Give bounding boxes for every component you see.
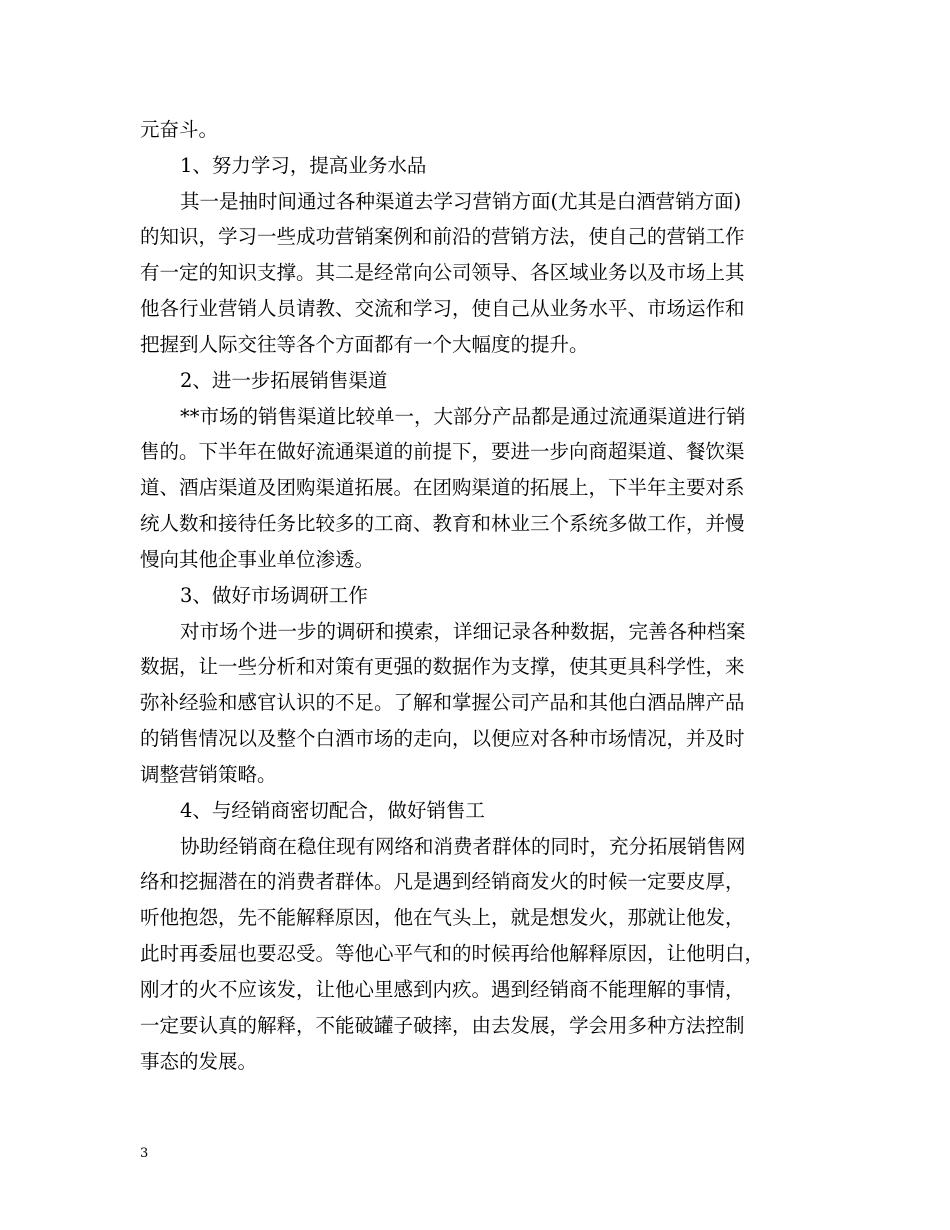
page-number: 3: [140, 1146, 149, 1161]
body-text-line: 络和挖掘潜在的消费者群体。凡是遇到经销商发火的时候一定要皮厚，: [140, 870, 745, 893]
body-text-line: 调整营销策略。: [140, 763, 277, 786]
body-text-line: 数据，让一些分析和对策有更强的数据作为支撑，使其更具科学性，来: [140, 655, 745, 678]
body-text-line: 售的。下半年在做好流通渠道的前提下，要进一步向商超渠道、餐饮渠: [140, 440, 745, 463]
body-text-line: 的知识，学习一些成功营销案例和前沿的营销方法，使自己的营销工作: [140, 225, 745, 248]
body-text-line: 的销售情况以及整个白酒市场的走向，以便应对各种市场情况，并及时: [140, 727, 745, 750]
body-text-line: 弥补经验和感官认识的不足。了解和掌握公司产品和其他白酒品牌产品: [140, 691, 745, 714]
body-text-line: 有一定的知识支撑。其二是经常向公司领导、各区域业务以及市场上其: [140, 261, 745, 284]
body-text-line: 刚才的火不应该发，让他心里感到内疚。遇到经销商不能理解的事情，: [140, 978, 745, 1001]
paragraph-first-line: 对市场个进一步的调研和摸索，详细记录各种数据，完善各种档案: [180, 620, 746, 643]
body-text-line: 慢向其他企事业单位渗透。: [140, 548, 375, 571]
body-text-line: 他各行业营销人员请教、交流和学习，使自己从业务水平、市场运作和: [140, 297, 745, 320]
body-text-line: 统人数和接待任务比较多的工商、教育和林业三个系统多做工作，并慢: [140, 512, 745, 535]
paragraph-first-line: 协助经销商在稳住现有网络和消费者群体的同时，充分拓展销售网: [180, 835, 746, 858]
section-heading-4: 4、与经销商密切配合，做好销售工: [180, 799, 485, 822]
paragraph-first-line: **市场的销售渠道比较单一，大部分产品都是通过流通渠道进行销: [180, 405, 746, 428]
body-text-line: 道、酒店渠道及团购渠道拓展。在团购渠道的拓展上，下半年主要对系: [140, 476, 745, 499]
section-heading-2: 2、进一步拓展销售渠道: [180, 369, 388, 392]
section-heading-3: 3、做好市场调研工作: [180, 584, 368, 607]
section-heading-1: 1、努力学习，提高业务水品: [180, 154, 427, 177]
paragraph-first-line: 其一是抽时间通过各种渠道去学习营销方面(尤其是白酒营销方面): [180, 190, 742, 213]
body-text-line: 把握到人际交往等各个方面都有一个大幅度的提升。: [140, 333, 589, 356]
body-text-line: 元奋斗。: [140, 118, 219, 141]
body-text-line: 听他抱怨，先不能解释原因，他在气头上，就是想发火，那就让他发，: [140, 906, 745, 929]
body-text-line: 此时再委屈也要忍受。等他心平气和的时候再给他解释原因，让他明白，: [140, 942, 765, 965]
body-text-line: 事态的发展。: [140, 1050, 258, 1073]
body-text-line: 一定要认真的解释，不能破罐子破摔，由去发展，学会用多种方法控制: [140, 1014, 745, 1037]
